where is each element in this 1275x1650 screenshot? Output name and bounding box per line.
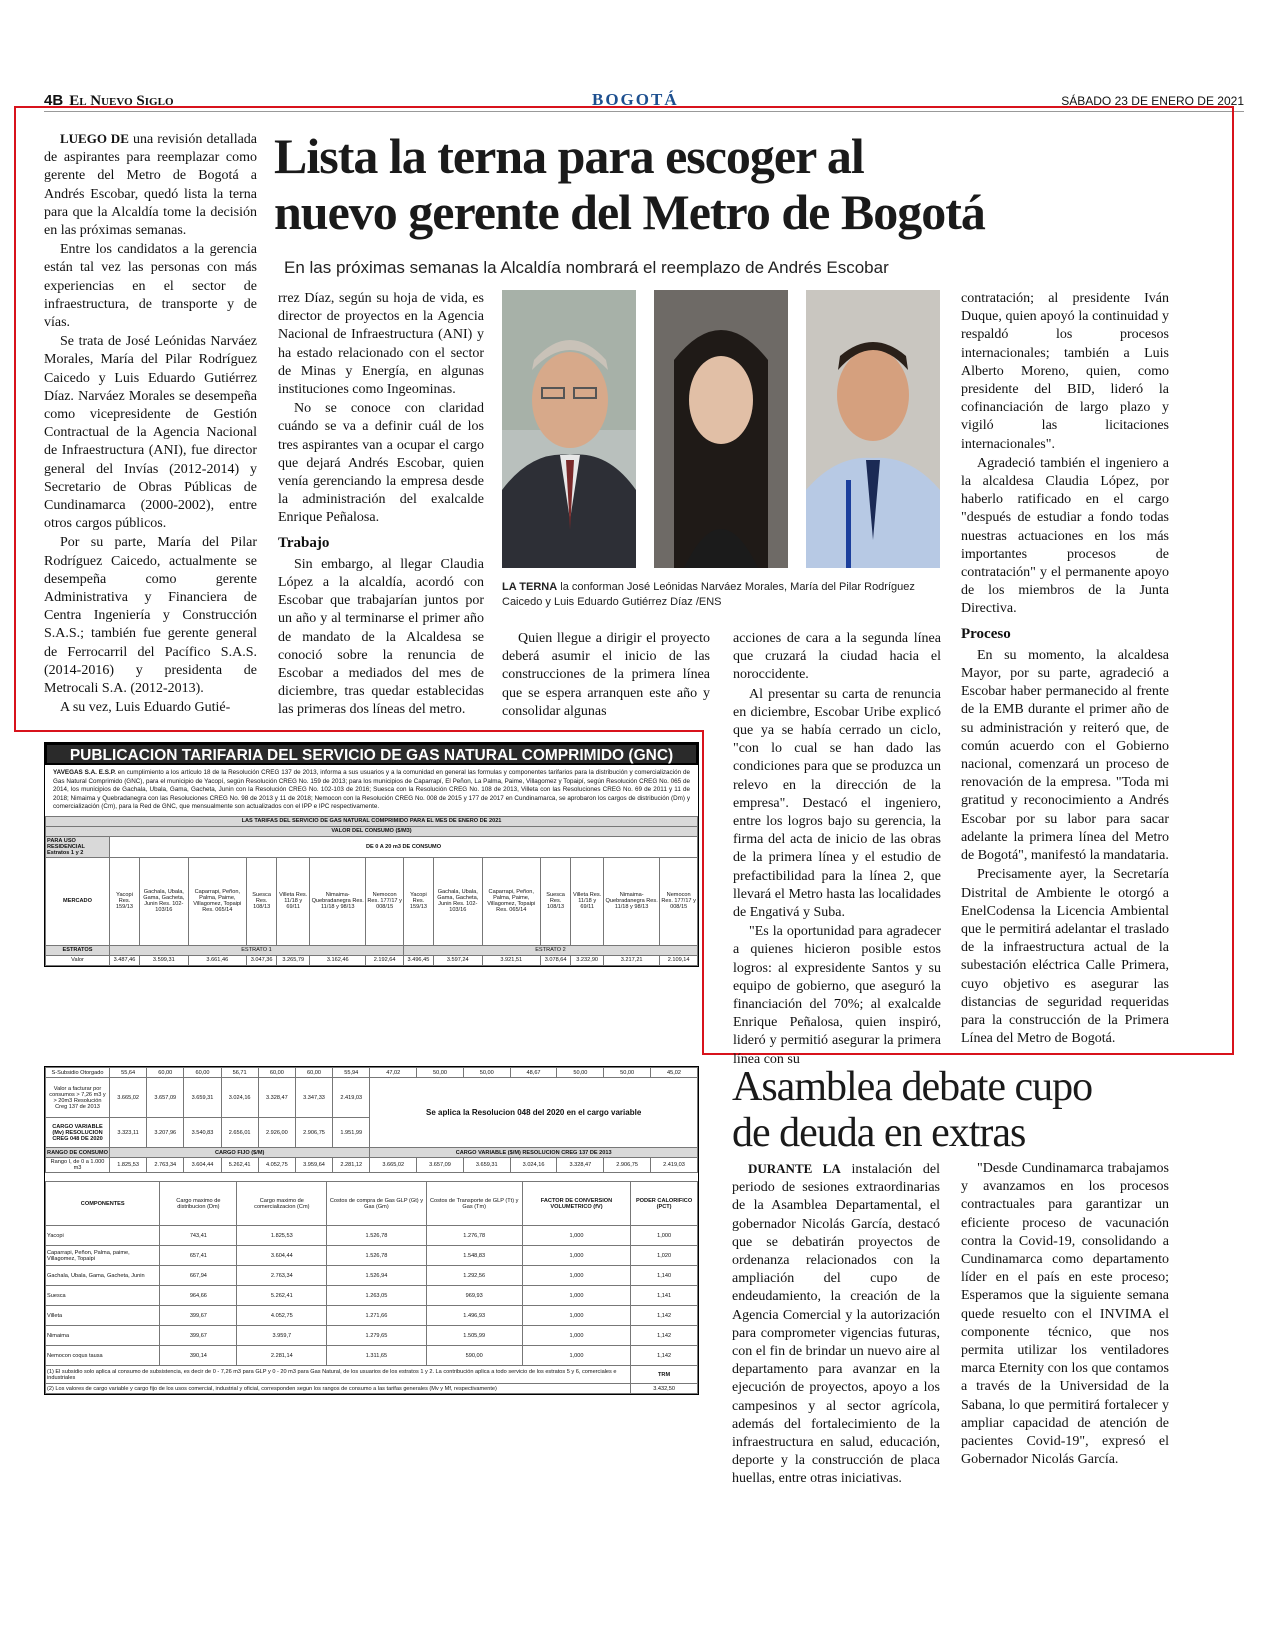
table-cell: 969,93: [426, 1286, 522, 1306]
mercado-label: MERCADO: [46, 857, 110, 945]
table-cell: 4.052,75: [237, 1306, 327, 1326]
paragraph: Se trata de José Leónidas Narváez Morales, María del Pilar Rodríguez Caicedo y Luis Eduardo Gutiérrez Díaz. Narváez Morales se desempeña como vicepresidente de Gestión Contractual de la Agencia Nacional de Infraestructura (ANI), fue director general del Invías (2012-2014) y Secretario de Obras Públicas de Cundinamarca (2000-2002), entre otros cargos públicos.: [44, 334, 257, 532]
market-header: Villeta Res. 11/18 y 69/11: [277, 857, 310, 945]
subsidio-cell: 50,00: [417, 1068, 464, 1078]
headline-line-1: Asamblea debate cupo: [732, 1064, 1093, 1110]
market-header: Yacopi Res. 159/13: [403, 857, 433, 945]
paragraph: instalación del periodo de sesiones extraordinarias de la Asamblea Departamental, el gobernador Nicolás García, destacó que se debatirán proyectos de ordenanza relacionados con la ampliación del cupo de endeudamiento, la creación de la Agencia Comercial y la autorización para comprometer vigencias futuras, con el fin de brindar un nuevo aire al departamento para avanzar en la ejecución de proyectos, apoyo a los campesinos y al sector agrícola, además del fortalecimiento de la infraestructura en salud, educación, deporte y la construcción de placa huellas, entre otras iniciativas.: [732, 1162, 940, 1487]
table-cell: 1,142: [631, 1326, 698, 1346]
company-name: YAVEGAS S.A. E.S.P.: [53, 769, 116, 776]
valor-cell: 3.217,21: [604, 955, 660, 965]
article-column-5: [961, 290, 1169, 1049]
subsidio-cell: 48,67: [510, 1068, 557, 1078]
valor-cell: 3.496,45: [403, 955, 433, 965]
table-cell: Gachala, Ubala, Gama, Gacheta, Junin: [46, 1266, 160, 1286]
table-cell: 399,67: [160, 1306, 237, 1326]
table-cell: Nemocon coqus tausa: [46, 1346, 160, 1366]
section-name: BOGOTÁ: [592, 90, 679, 109]
article-column-2: [278, 290, 484, 721]
valor-facturar-cell: 3.665,02: [110, 1078, 147, 1118]
table-row: [46, 1246, 698, 1266]
article-subhead: En las próximas semanas la Alcaldía nombrará el reemplazo de Andrés Escobar: [284, 258, 889, 277]
subsidio-cell: 50,00: [557, 1068, 604, 1078]
market-header: Gachala, Ubala, Gama, Gacheta, Junin Res. 102-103/16: [139, 857, 188, 945]
table-cell: 3.959,7: [237, 1326, 327, 1346]
market-header: Nemocon Res. 177/17 y 008/15: [660, 857, 698, 945]
table-cell: 1.505,99: [426, 1326, 522, 1346]
subsidio-cell: 55,94: [333, 1068, 370, 1078]
table-cell: 1,000: [631, 1226, 698, 1246]
table-row: [46, 1326, 698, 1346]
market-header: Nimaima-Quebradanegra Res. 11/18 y 98/13: [604, 857, 660, 945]
section-heading: Proceso: [961, 625, 1011, 642]
paragraph: "Es la oportunidad para agradecer a quienes hicieron posible estos logros: al expresidente Santos y su equipo de gobierno, que aseguró la financiación del 70%; al exalcalde Enrique Peñalosa, quien inspiró, lideró y permitió asegurar la primera línea con su: [733, 924, 941, 1067]
components-header: Cargo maximo de comercializacion (Cm): [237, 1182, 327, 1226]
rango-1-cell: 3.024,16: [510, 1158, 557, 1173]
table-row: [46, 1266, 698, 1286]
valor-facturar-cell: 3.659,31: [184, 1078, 221, 1118]
table-cell: 1,000: [522, 1286, 630, 1306]
table-cell: 1.271,66: [327, 1306, 426, 1326]
paragraph: Por su parte, María del Pilar Rodríguez Caicedo, actualmente se desempeña como gerente Administrativa y Financiera de Centra Ingeniería y Construcción S.A.S.; también fue gerente general de Ferrocarril del Pacífico S.A.S. (2014-2016) y presidenta de Metrocali S.A. (2012-2013).: [44, 535, 257, 697]
rango-1-cell: 2.763,34: [147, 1158, 184, 1173]
subsidio-cell: 60,00: [184, 1068, 221, 1078]
subsidio-cell: 50,00: [604, 1068, 651, 1078]
candidate-photo-2: [654, 290, 788, 568]
table-cell: Suesca: [46, 1286, 160, 1306]
note-2-value: 3.432,50: [631, 1384, 698, 1394]
valor-cell: 2.192,64: [366, 955, 404, 965]
valor-cell: 3.162,46: [310, 955, 366, 965]
valor-facturar-row: [46, 1078, 698, 1118]
table-cell: Yacopi: [46, 1226, 160, 1246]
subsidio-label: S-Subsidio Otorgado: [46, 1068, 110, 1078]
table-cell: 1,000: [522, 1306, 630, 1326]
headline-line-1: Lista la terna para escoger al: [274, 128, 864, 184]
subsidio-row: [46, 1068, 698, 1078]
subsidio-cell: 56,71: [221, 1068, 258, 1078]
paragraph: Entre los candidatos a la gerencia están tal vez las personas con más experiencias en el sector de infraestructura, de transporte y de vías.: [44, 242, 257, 331]
rango-1-cell: 2.906,75: [604, 1158, 651, 1173]
rango-header: DE 0 A 20 m3 DE CONSUMO: [110, 836, 698, 857]
cargo-variable-cell: 1.951,99: [333, 1118, 370, 1148]
rango-1-cell: 2.419,03: [651, 1158, 698, 1173]
table-cell: 1,141: [631, 1286, 698, 1306]
valor-cell: 3.265,79: [277, 955, 310, 965]
table-cell: 1,142: [631, 1346, 698, 1366]
cargo-fijo-label: CARGO FIJO ($/M): [110, 1148, 370, 1158]
rango-1-cell: 3.604,44: [184, 1158, 221, 1173]
table-cell: 667,94: [160, 1266, 237, 1286]
market-header-row: [46, 857, 698, 945]
table-cell: 390,14: [160, 1346, 237, 1366]
article-headline: [274, 128, 1224, 240]
table-cell: 1,000: [522, 1226, 630, 1246]
estrato-2: ESTRATO 2: [403, 945, 697, 955]
paragraph: A su vez, Luis Eduardo Gutié-: [60, 700, 231, 716]
article-column-3: [502, 630, 710, 722]
page-label: 4B: [44, 92, 64, 109]
table-cell: 657,41: [160, 1246, 237, 1266]
tariff-intro: [45, 765, 698, 816]
subsidio-cell: 60,00: [295, 1068, 332, 1078]
caption-lead: LA TERNA: [502, 581, 558, 593]
paragraph: Agradeció también el ingeniero a la alcaldesa Claudia López, por haberlo ratificado en el cargo "después de estudiar a fondo todas nuestras actuaciones en los más importantes procesos de contratación" y el permanente apoyo de los miembros de la Junta Directiva.: [961, 455, 1169, 617]
market-header: Villeta Res. 11/18 y 69/11: [571, 857, 604, 945]
cargo-variable-cell: 3.207,96: [147, 1118, 184, 1148]
section-heading: Trabajo: [278, 534, 330, 551]
table-cell: 1,000: [522, 1246, 630, 1266]
valor-row: [46, 955, 698, 965]
valor-cell: 3.487,46: [110, 955, 140, 965]
note-2: (2) Los valores de cargo variable y cargo fijo de los usos comercial, industrial y oficial, corresponden segun los rangos de consumo a las tarifas generales (Mv y Mf, respectivamente): [46, 1384, 631, 1394]
table-cell: 743,41: [160, 1226, 237, 1246]
cargo-variable-label: CARGO VARIABLE (Mv) RESOLUCION CREG 048 DE 2020: [46, 1118, 110, 1148]
valor-cell: 3.661,46: [188, 955, 246, 965]
table-cell: 1.526,78: [327, 1226, 426, 1246]
table-cell: 1.526,78: [327, 1246, 426, 1266]
table-cell: 399,67: [160, 1326, 237, 1346]
paragraph: una revisión detallada de aspirantes para reemplazar como gerente del Metro de Bogotá a Andrés Escobar, quedó lista la terna para que la Alcaldía tome la decisión en las próximas semanas.: [44, 132, 258, 239]
table-cell: 1,000: [522, 1346, 630, 1366]
components-header-row: [46, 1182, 698, 1226]
components-header: Cargo maximo de distribucion (Dm): [160, 1182, 237, 1226]
subsidio-cell: 55,64: [110, 1068, 147, 1078]
valor-cell: 3.921,51: [482, 955, 540, 965]
subsidio-cell: 60,00: [147, 1068, 184, 1078]
rango-1-row: [46, 1158, 698, 1173]
table-row: [46, 1226, 698, 1246]
rango-1-cell: 3.328,47: [557, 1158, 604, 1173]
components-header: COMPONENTES: [46, 1182, 160, 1226]
headline-line-2: nuevo gerente del Metro de Bogotá: [274, 184, 985, 240]
cargo-variable-cell: 3.540,83: [184, 1118, 221, 1148]
valor-facturar-cell: 3.347,33: [295, 1078, 332, 1118]
intro-text: en cumplimiento a los artículo 18 de la Resolución CREG 137 de 2013, informa a sus usuarios y a la comunidad en general las formulas y componentes tarifarios para la distribución y comercialización de Gas Natural Comprimido (GNC), para el municipio de Yacopí, según Resolución CREG No. 159 de 2013; para los municipios de Caparrapí, El Peñon, La Palma, Paime, Villagomez y Topaipí, según Resolución CREG No. 065 de 2014, los municipios de Gachala, Ubala, Gama, Gacheta, Junin con la Resolución CREG No. 102-103 de 2016; Suesca con la Resolución CREG No. 108 de 2013, Villeta con las Resoluciones CREG No. 69 de 2011 y 11 de 2018; Nimaima y Quebradanegra con las Resoluciones CREG No. 98 de 2013 y 11 de 2018; Nemocon con la Resolución CREG No. 008 de 2015 y 177 de 2017 en Cundinamarca, se aprobaron los cargos de distribución (Dm) y comercialización (Cm), para la Red de GNC, que mensualmente son actualizados con el IPP e IPC respectivamente.: [53, 769, 690, 811]
subsidio-cell: 47,02: [370, 1068, 417, 1078]
table-cell: 3.604,44: [237, 1246, 327, 1266]
tariff-publication: [44, 742, 699, 967]
estrato-1: ESTRATO 1: [110, 945, 404, 955]
rango-1-cell: 3.959,64: [295, 1158, 332, 1173]
table-row: [46, 1286, 698, 1306]
rango-1-cell: 5.262,41: [221, 1158, 258, 1173]
table-cell: 2.763,34: [237, 1266, 327, 1286]
market-header: Gachala, Ubala, Gama, Gacheta, Junin Res. 102-103/16: [433, 857, 482, 945]
valor-facturar-cell: 3.328,47: [258, 1078, 295, 1118]
table-cell: 2.281,14: [237, 1346, 327, 1366]
resolucion-note: Se aplica la Resolucion 048 del 2020 en el cargo variable: [370, 1078, 698, 1148]
subsidio-cell: 60,00: [258, 1068, 295, 1078]
paragraph: En su momento, la alcaldesa Mayor, por su parte, agradeció a Escobar haber permanecido al frente de la EMB durante el primer año de su administración y reiteró que, de común acuerdo con el Gobierno nacional, comenzará un proceso de renovación de la empresa. "Toda mi gratitud y reconocimiento a Andrés Escobar por su labor para sacar adelante la primera línea del Metro de Bogotá", manifestó la mandataria.: [961, 647, 1169, 864]
rango-1-label: Rango I, de 0 a 1.000 m3: [46, 1158, 110, 1173]
article2-column-2: [961, 1160, 1169, 1470]
paragraph: Quien llegue a dirigir el proyecto deberá asumir el inicio de las construcciones de la primera línea que se espera arranquen este año y consolidar algunas: [502, 631, 710, 719]
valor-cell: 3.047,36: [246, 955, 276, 965]
table-cell: 1,000: [522, 1266, 630, 1286]
table-row: [46, 1346, 698, 1366]
market-header: Yacopi Res. 159/13: [110, 857, 140, 945]
subsidio-cell: 50,00: [463, 1068, 510, 1078]
paragraph: contratación; al presidente Iván Duque, quien apoyó la continuidad y respaldó los procesos internacionales; también a Luis Alberto Moreno, quien, como presidente del BID, lideró la cofinanciación de largo plazo y vigiló las licitaciones internacionales".: [961, 291, 1169, 452]
article2-headline: [732, 1064, 1232, 1156]
cargo-variable-cell: 2.926,00: [258, 1118, 295, 1148]
valor-facturar-cell: 3.657,09: [147, 1078, 184, 1118]
components-body: [46, 1226, 698, 1366]
table-cell: 1.825,53: [237, 1226, 327, 1246]
article-column-4: [733, 630, 941, 1070]
valor-facturar-label: Valor a facturar por consumos > 7,26 m3 y > 20m3 Resolución Creg 137 de 2013: [46, 1078, 110, 1118]
paragraph: Precisamente ayer, la Secretaría Distrital de Ambiente le otorgó a EnelCodensa la Licencia Ambiental que le permitirá adelantar el traslado de la infraestructura actual de la subestación eléctrica Calle Primera, cuyo objetivo es asegurar las distancias de seguridad requeridas para la construcción de la Primera Línea del Metro de Bogotá.: [961, 867, 1169, 1047]
table-title: LAS TARIFAS DEL SERVICIO DE GAS NATURAL COMPRIMIDO PARA EL MES DE ENERO DE 2021: [46, 816, 698, 826]
tariff-publication-lower: [44, 1066, 699, 1395]
valor-label: Valor: [46, 955, 110, 965]
cargo-variable-res-label: CARGO VARIABLE ($/M) RESOLUCION CREG 137 DE 2013: [370, 1148, 698, 1158]
components-header: PODER CALORIFICO (PCT): [631, 1182, 698, 1226]
article-column-1: [44, 130, 257, 719]
table-row: [46, 1306, 698, 1326]
rango-1-cell: 1.825,53: [110, 1158, 147, 1173]
consumo-header: VALOR DEL CONSUMO ($/M3): [46, 826, 698, 836]
tariff-table-components: [45, 1181, 698, 1394]
note-1-label: TRM: [631, 1366, 698, 1384]
market-header: Caparrapi, Peñon, Palma, Paime, Villagomez, Topaipi Res. 065/14: [188, 857, 246, 945]
tariff-table-subsidy: [45, 1067, 698, 1173]
table-cell: 1,000: [522, 1326, 630, 1346]
table-cell: 1,142: [631, 1306, 698, 1326]
table-cell: 1,020: [631, 1246, 698, 1266]
valor-cell: 3.599,31: [139, 955, 188, 965]
uso-residencial: PARA USO RESIDENCIAL Estratos 1 y 2: [46, 836, 110, 857]
valor-facturar-cell: 2.419,03: [333, 1078, 370, 1118]
lead-in: DURANTE LA: [748, 1161, 841, 1176]
table-cell: 1.292,56: [426, 1266, 522, 1286]
table-cell: 1.276,78: [426, 1226, 522, 1246]
paragraph: "Desde Cundinamarca trabajamos y avanzamos en los procesos contractuales para garantizar un eficiente proceso de vacunación contra la Covid-19, consolidando a Cundinamarca como departamento líder en el país en este proceso; Esperamos que la siguiente semana quede resuelto con el INVIMA el componente técnico, que nos permita utilizar los ventiladores marca Eternity con los que contamos a través de la Universidad de la Sabana, lo que permitirá fortalecer y ampliar capacidad de atención de pacientes Covid-19", expresó el Gobernador Nicolás García.: [961, 1161, 1169, 1468]
paragraph: No se conoce con claridad cuándo se va a definir cuál de los tres aspirantes van a ocupar el cargo que dejará Andrés Escobar, quien venía gerenciando la empresa desde la administración del exalcalde Enrique Peñalosa.: [278, 401, 484, 526]
estratos-label: ESTRATOS: [46, 945, 110, 955]
article2-column-1: [732, 1160, 940, 1490]
paragraph: Sin embargo, al llegar Claudia López a la alcaldía, acordó con Escobar que trabajarían juntos por un año y al terminarse el primer año de mandato de la Alcaldesa se conoció sobre la renuncia de Escobar a mediados del mes de diciembre, tras quedar establecidas las primeras dos líneas del metro.: [278, 556, 484, 718]
valor-cell: 2.109,14: [660, 955, 698, 965]
valor-cell: 3.078,64: [540, 955, 570, 965]
table-cell: 1.526,94: [327, 1266, 426, 1286]
subsidio-cell: 45,02: [651, 1068, 698, 1078]
note-1: (1) El subsidio solo aplica al consumo de subsistencia, es decir de 0 - 7,26 m3 para GLP y 0 - 20 m3 para Gas Natural, de los usuarios de los estratos 1 y 2. La contribución aplica a todo servicio de los estratos 5 y 6, comerciales e industriales: [46, 1366, 631, 1384]
rango-1-cell: 3.657,09: [417, 1158, 464, 1173]
rango-consumo-label: RANGO DE CONSUMO: [47, 1149, 108, 1156]
cargo-variable-cell: 3.323,11: [110, 1118, 147, 1148]
paragraph: rrez Díaz, según su hoja de vida, es director de proyectos en la Agencia Nacional de Infraestructura (ANI) y ha estado relacionado con el sector de Minas y Energía, en algunas instituciones como Ingeominas.: [278, 291, 484, 398]
components-header: Costos de Transporte de GLP (Tt) y Gas (Tm): [426, 1182, 522, 1226]
table-cell: 964,66: [160, 1286, 237, 1306]
newspaper-name: El Nuevo Siglo: [69, 93, 174, 109]
candidate-photo-1: [502, 290, 636, 568]
rango-1-cell: 3.659,31: [463, 1158, 510, 1173]
tariff-table-values: [45, 816, 698, 966]
table-cell: Caparrapi, Peñon, Palma, paime, Villagomez, Topaipi: [46, 1246, 160, 1266]
issue-date: SÁBADO 23 DE ENERO DE 2021: [1061, 94, 1244, 108]
tariff-title: PUBLICACION TARIFARIA DEL SERVICIO DE GAS NATURAL COMPRIMIDO (GNC): [45, 743, 698, 765]
paragraph: acciones de cara a la segunda línea que cruzará la ciudad hacia el noroccidente.: [733, 631, 941, 683]
table-cell: 1.496,93: [426, 1306, 522, 1326]
rango-1-cell: 4.052,75: [258, 1158, 295, 1173]
table-cell: 5.262,41: [237, 1286, 327, 1306]
cargo-variable-cell: 2.656,01: [221, 1118, 258, 1148]
table-cell: 1.279,65: [327, 1326, 426, 1346]
candidate-photo-3: [806, 290, 940, 568]
paragraph: Al presentar su carta de renuncia en diciembre, Escobar Uribe explicó que ya se había cerrado un ciclo, "con lo cual se han dado las condiciones para que se produzca un relevo en la dirección de la empresa". Destacó el ingeniero, entre los logros bajo su gerencia, la firma del acta de inicio de las obras de la primera línea y el estudio de prefactibilidad para la línea 2, que llevará el Metro hasta las localidades de Engativá y Suba.: [733, 686, 941, 921]
components-header: FACTOR DE CONVERSION VOLUMETRICO (fV): [522, 1182, 630, 1226]
valor-cell: 3.597,24: [433, 955, 482, 965]
table-cell: 1.263,05: [327, 1286, 426, 1306]
caption-text: la conforman José Leónidas Narváez Morales, María del Pilar Rodríguez Caicedo y Luis Eduardo Gutiérrez Díaz /ENS: [502, 581, 915, 608]
market-header: Nimaima-Quebradanegra Res. 11/18 y 98/13: [310, 857, 366, 945]
lead-in: LUEGO DE: [60, 131, 129, 146]
valor-facturar-cell: 3.024,16: [221, 1078, 258, 1118]
cargo-variable-cell: 2.906,75: [295, 1118, 332, 1148]
table-cell: 1,140: [631, 1266, 698, 1286]
table-cell: 590,00: [426, 1346, 522, 1366]
market-header: Caparrapi, Peñon, Palma, Paime, Villagomez, Topaipi Res. 065/14: [482, 857, 540, 945]
table-cell: Nimaima: [46, 1326, 160, 1346]
table-cell: 1.311,65: [327, 1346, 426, 1366]
rango-1-cell: 3.665,02: [370, 1158, 417, 1173]
market-header: Suesca Res. 108/13: [540, 857, 570, 945]
market-header: Suesca Res. 108/13: [246, 857, 276, 945]
highlight-frame-step: [14, 730, 704, 732]
table-cell: Villeta: [46, 1306, 160, 1326]
photo-caption: [502, 580, 942, 610]
components-header: Costos de compra de Gas GLP (Gt) y Gas (Gm): [327, 1182, 426, 1226]
valor-cell: 3.232,90: [571, 955, 604, 965]
market-header: Nemocon Res. 177/17 y 008/15: [366, 857, 404, 945]
rango-1-cell: 2.281,12: [333, 1158, 370, 1173]
headline-line-2: de deuda en extras: [732, 1110, 1026, 1156]
table-cell: 1.548,83: [426, 1246, 522, 1266]
